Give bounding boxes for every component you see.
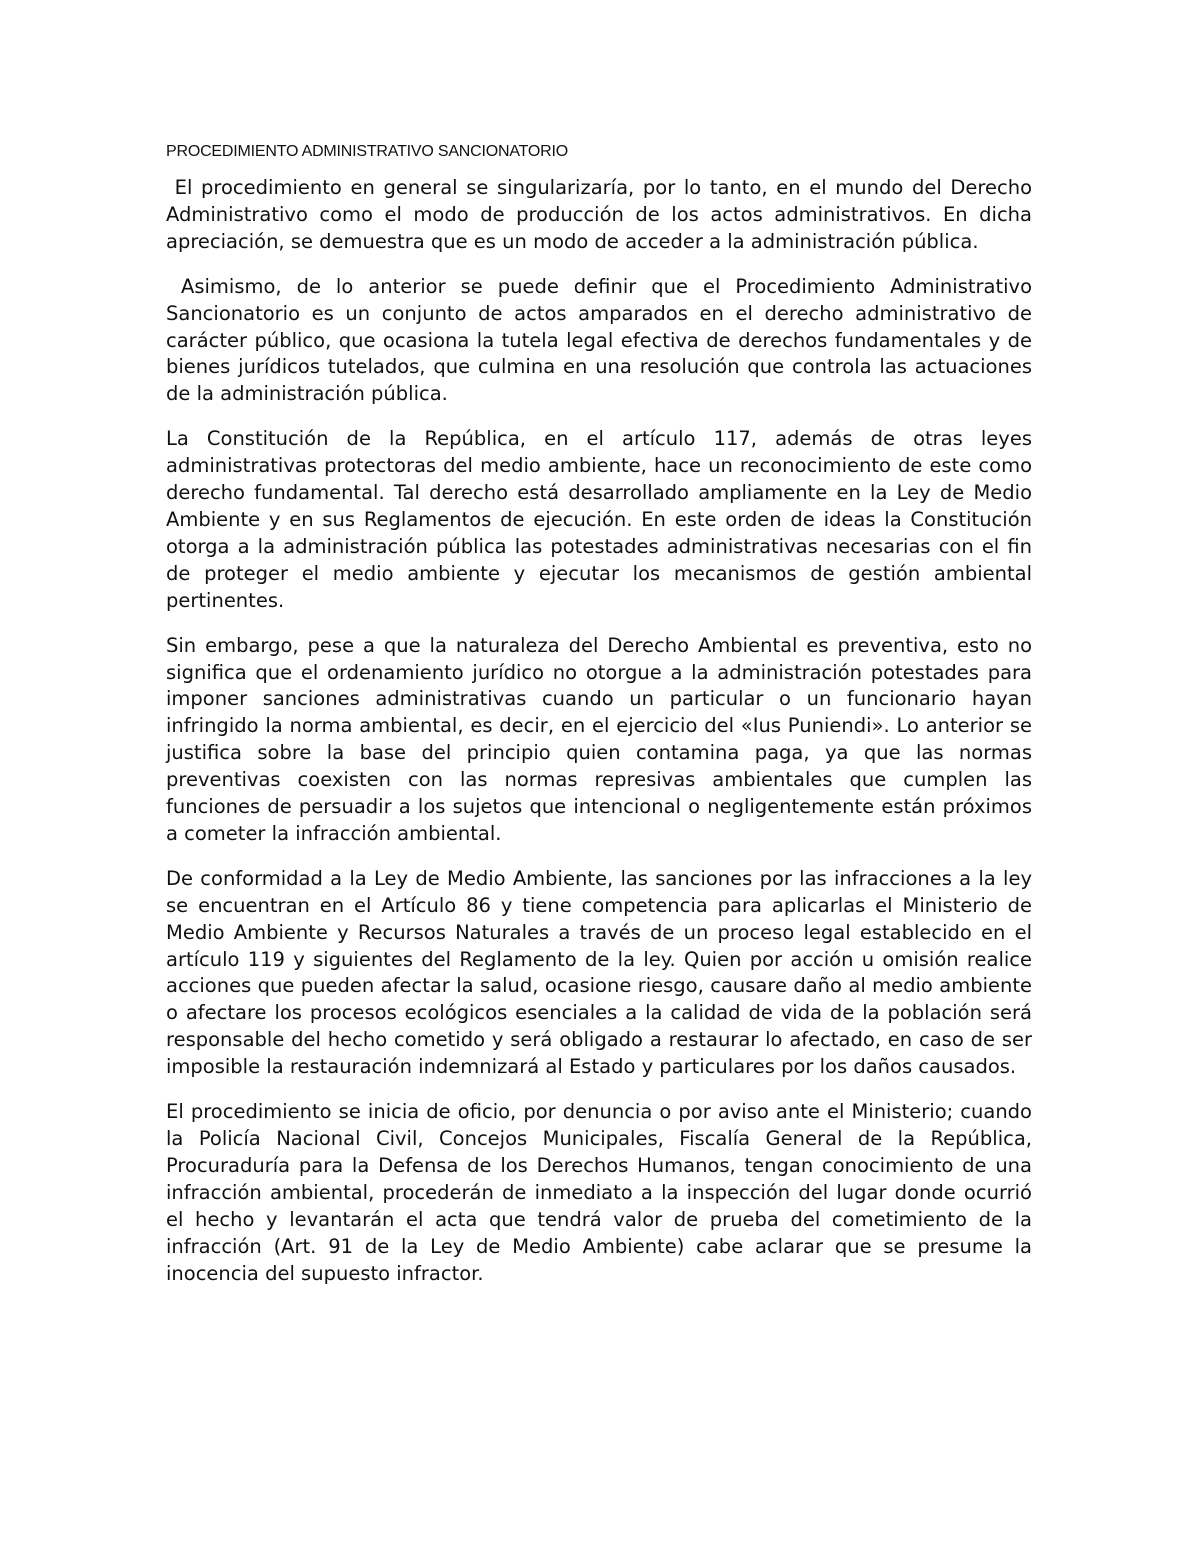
paragraph-2: Asimismo, de lo anterior se puede definir que el Procedimiento Administrativo Sancionatorio es un conjunto de actos amparados en el derecho administrativo de carácter público, que ocasiona la tutela legal efectiva de derechos fundamentales y de bienes jurídicos tutelados, que culmina en una resolución que controla las actuaciones de la administración pública. [166, 274, 1039, 406]
paragraph-3: La Constitución de la República, en el artículo 117, además de otras leyes administrativas protectoras del medio ambiente, hace un reconocimiento de este como derecho fundamental. Tal derecho está desarrollado ampliamente en la Ley de Medio Ambiente y en sus Reglamentos de ejecución. En este orden de ideas la Constitución otorga a la administración pública las potestades administrativas necesarias con el fin de proteger el medio ambiente y ejecutar los mecanismos de gestión ambiental pertinentes. [166, 427, 1039, 612]
paragraph-1: El procedimiento en general se singularizaría, por lo tanto, en el mundo del Derecho Administrativo como el modo de producción de los actos administrativos. En dicha apreciación, se demuestra que es un modo de acceder a la administración pública. [166, 176, 1039, 253]
document-title: PROCEDIMIENTO ADMINISTRATIVO SANCIONATORIO [166, 143, 569, 160]
document-page [166, 143, 1039, 1305]
paragraph-6: El procedimiento se inicia de oficio, por denuncia o por aviso ante el Ministerio; cuando la Policía Nacional Civil, Concejos Municipales, Fiscalía General de la República, Procuraduría para la Defensa de los Derechos Humanos, tengan conocimiento de una infracción ambiental, procederán de inmediato a la inspección del lugar donde ocurrió el hecho y levantarán el acta que tendrá valor de prueba del cometimiento de la infracción (Art. 91 de la Ley de Medio Ambiente) cabe aclarar que se presume la inocencia del supuesto infractor. [166, 1100, 1039, 1285]
paragraph-5: De conformidad a la Ley de Medio Ambiente, las sanciones por las infracciones a la ley se encuentran en el Artículo 86 y tiene competencia para aplicarlas el Ministerio de Medio Ambiente y Recursos Naturales a través de un proceso legal establecido en el artículo 119 y siguientes del Reglamento de la ley. Quien por acción u omisión realice acciones que pueden afectar la salud, ocasione riesgo, causare daño al medio ambiente o afectare los procesos ecológicos esenciales a la calidad de vida de la población será responsable del hecho cometido y será obligado a restaurar lo afectado, en caso de ser imposible la restauración indemnizará al Estado y particulares por los daños causados. [166, 866, 1039, 1079]
paragraph-4: Sin embargo, pese a que la naturaleza del Derecho Ambiental es preventiva, esto no significa que el ordenamiento jurídico no otorgue a la administración potestades para imponer sanciones administrativas cuando un particular o un funcionario hayan infringido la norma ambiental, es decir, en el ejercicio del «Ius Puniendi». Lo anterior se justifica sobre la base del principio quien contamina paga, ya que las normas preventivas coexisten con las normas represivas ambientales que cumplen las funciones de persuadir a los sujetos que intencional o negligentemente están próximos a cometer la infracción ambiental. [166, 633, 1039, 845]
